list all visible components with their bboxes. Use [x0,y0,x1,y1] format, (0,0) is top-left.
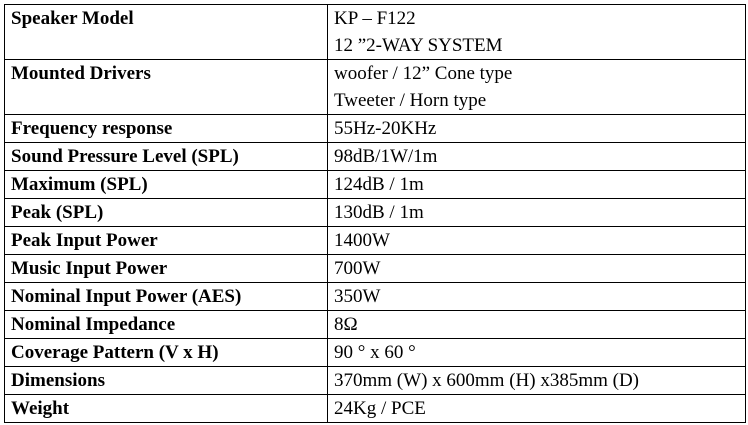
spec-value-line: 12 ”2-WAY SYSTEM [334,35,503,56]
spec-value [328,60,746,115]
spec-row-nominal-impedance [5,311,746,339]
spec-row-coverage-pattern [5,339,746,367]
spec-label: Dimensions [5,367,328,395]
spec-label: Peak Input Power [5,227,328,255]
spec-value: 24Kg / PCE [328,395,746,423]
spec-row-music-input-power [5,255,746,283]
spec-value-line: Tweeter / Horn type [334,90,487,111]
spec-value: 700W [328,255,746,283]
spec-row-frequency-response [5,115,746,143]
spec-value: 55Hz-20KHz [328,115,746,143]
spec-label: Speaker Model [5,5,328,60]
spec-row-weight [5,395,746,423]
spec-value: 90 ° x 60 ° [328,339,746,367]
spec-row-peak-input-power [5,227,746,255]
spec-label: Maximum (SPL) [5,171,328,199]
spec-table-body [5,5,746,423]
spec-value-line: KP – F122 [334,8,416,29]
spec-label: Coverage Pattern (V x H) [5,339,328,367]
spec-row-spl [5,143,746,171]
spec-label: Weight [5,395,328,423]
spec-label: Nominal Impedance [5,311,328,339]
spec-label: Peak (SPL) [5,199,328,227]
spec-value [328,5,746,60]
spec-row-mounted-drivers [5,60,746,115]
spec-label: Nominal Input Power (AES) [5,283,328,311]
spec-row-speaker-model [5,5,746,60]
spec-value: 98dB/1W/1m [328,143,746,171]
spec-row-dimensions [5,367,746,395]
spec-label: Frequency response [5,115,328,143]
spec-label: Mounted Drivers [5,60,328,115]
spec-row-nominal-input-power [5,283,746,311]
spec-value: 130dB / 1m [328,199,746,227]
spec-row-maximum-spl [5,171,746,199]
spec-value: 124dB / 1m [328,171,746,199]
spec-value: 370mm (W) x 600mm (H) x385mm (D) [328,367,746,395]
spec-value-line: woofer / 12” Cone type [334,63,513,84]
spec-value: 350W [328,283,746,311]
spec-value: 1400W [328,227,746,255]
spec-label: Sound Pressure Level (SPL) [5,143,328,171]
spec-row-peak-spl [5,199,746,227]
spec-label: Music Input Power [5,255,328,283]
spec-value: 8Ω [328,311,746,339]
speaker-spec-table [4,4,746,423]
